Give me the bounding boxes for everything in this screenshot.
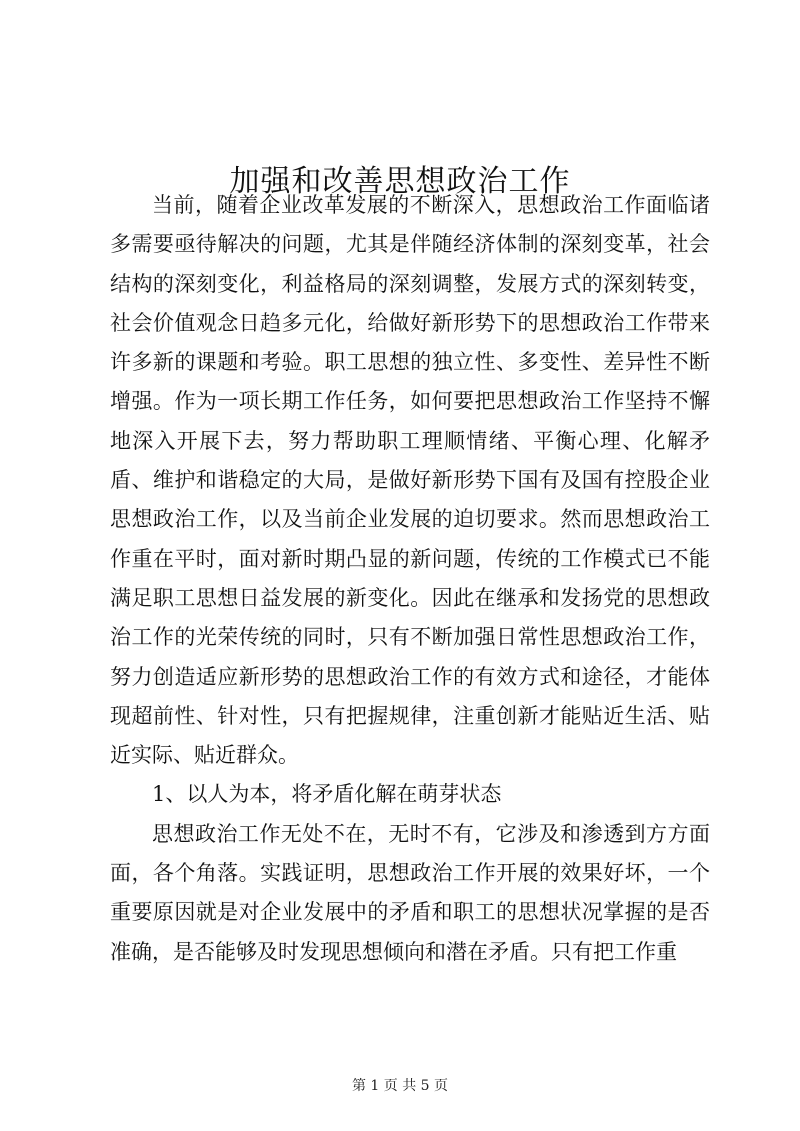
intro-paragraph: 当前，随着企业改革发展的不断深入，思想政治工作面临诸多需要亟待解决的问题，尤其是伴随经济体制的深刻变革，社会结构的深刻变化，利益格局的深刻调整，发展方式的深刻转变，社会价值观念日趋多元化，给做好新形势下的思想政治工作带来许多新的课题和考验。职工思想的独立性、多变性、差异性不断增强。作为一项长期工作任务，如何要把思想政治工作坚持不懈地深入开展下去，努力帮助职工理顺情绪、平衡心理、化解矛盾、维护和谐稳定的大局，是做好新形势下国有及国有控股企业思想政治工作，以及当前企业发展的迫切要求。然而思想政治工作重在平时，面对新时期凸显的新问题，传统的工作模式已不能满足职工思想日益发展的新变化。因此在继承和发扬党的思想政治工作的光荣传统的同时，只有不断加强日常性思想政治工作，努力创造适应新形势的思想政治工作的有效方式和途径，才能体现超前性、针对性，只有把握规律，注重创新才能贴近生活、贴近实际、贴近群众。: [110, 193, 710, 768]
page-footer: 第 1 页 共 5 页: [351, 1078, 449, 1094]
section-heading: 1、以人为本，将矛盾化解在萌芽状态: [152, 782, 502, 807]
document-body: [110, 186, 710, 972]
section-paragraph: 思想政治工作无处不在，无时不有，它涉及和渗透到方方面面，各个角落。实践证明，思想政治工作开展的效果好坏，一个重要原因就是对企业发展中的矛盾和职工的思想状况掌握的是否准确，是否能够及时发现思想倾向和潜在矛盾。只有把工作重: [110, 821, 710, 964]
document-title: 加强和改善思想政治工作: [229, 164, 571, 200]
